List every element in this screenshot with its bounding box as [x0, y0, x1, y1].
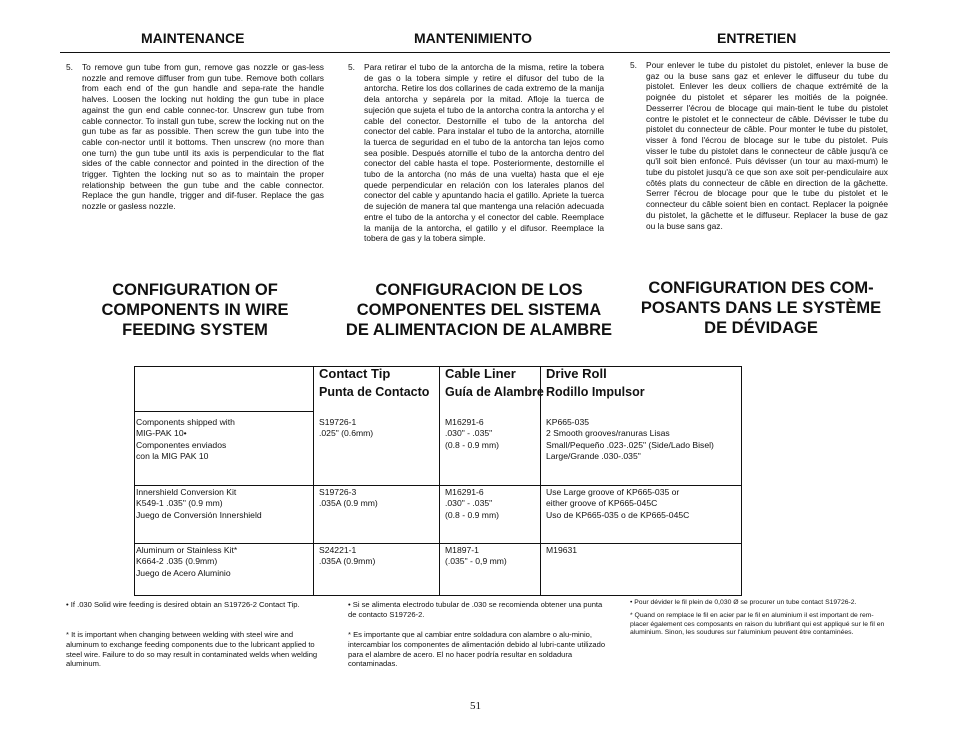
footnote-en-1: • If .030 Solid wire feeding is desired obtain an S19726-2 Contact Tip. — [66, 600, 300, 609]
step-number: 5. — [66, 62, 73, 72]
section-title-es: CONFIGURACION DE LOS COMPONENTES DEL SISTEMA DE ALIMENTACION DE ALAMBRE — [345, 281, 613, 339]
section-title-fr: CONFIGURATION DES COM-POSANTS DANS LE SYSTÈME DE DÉVIDAGE — [640, 279, 882, 337]
col-header-drive-roll: Drive Roll Rodillo Impulsor — [546, 366, 645, 399]
header-rule — [60, 52, 890, 53]
footnote-en-2: * It is important when changing between welding with steel wire and aluminum to exchange feeding components due to the lubricant applied to steel wire. Failure to do so may result in contaminated welds when welding aluminum. — [66, 630, 318, 669]
row3-desc: Aluminum or Stainless Kit* K664-2 .035 (0.9mm) Juego de Acero Aluminio — [136, 545, 238, 578]
col-header-cable-liner: Cable Liner Guía de Alambre — [445, 366, 544, 399]
row1-roll: KP665-035 2 Smooth grooves/ranuras Lisas Small/Pequeño .023-.025" (Side/Lado Bisel) Large/Grande .030-.035" — [546, 417, 714, 462]
header-mantenimiento: MANTENIMIENTO — [414, 30, 532, 46]
row3-roll: M19631 — [546, 545, 578, 555]
row2-desc: Innershield Conversion Kit K549-1 .035" (0.9 mm) Juego de Conversión Innershield — [136, 487, 262, 520]
row1-liner: M16291-6 .030" - .035" (0.8 - 0.9 mm) — [445, 417, 499, 450]
row2-roll: Use Large groove of KP665-035 or either groove of KP665-045C Uso de KP665-035 o de KP665-045C — [546, 487, 690, 520]
section-title-en: CONFIGURATION OF COMPONENTS IN WIRE FEEDING SYSTEM — [101, 281, 289, 339]
header-entretien: ENTRETIEN — [717, 30, 797, 46]
row2-tip: S19726-3 .035A (0.9 mm) — [319, 487, 378, 509]
col-header-contact-tip: Contact Tip Punta de Contacto — [319, 366, 430, 399]
step-number: 5. — [630, 60, 637, 70]
page-number: 51 — [470, 700, 481, 712]
row1-tip: S19726-1 .025" (0.6mm) — [319, 417, 374, 439]
step-number: 5. — [348, 62, 355, 72]
row2-liner: M16291-6 .030" - .035" (0.8 - 0.9 mm) — [445, 487, 499, 520]
components-table — [134, 366, 742, 596]
footnote-es-2: * Es importante que al cambiar entre soldadura con alambre o alu-minio, intercambiar los componentes de alimentación debido al lubri-cante utilizado para el alambre de acero. El no hacer podría resultar en soldadura contaminadas. — [348, 630, 606, 669]
step-fr — [630, 60, 888, 231]
step-text: Para retirar el tubo de la antorcha de la misma, retire la tobera de gas o la tobera simple y retire el difusor del tubo de la antorcha. Retire los dos collarines de cada extremo de la manija dela antorcha y sepárela por la mitad. Afloje la tuerca de sujeción que sujeta el tubo de la antorcha contra la antorcha y el cable del conector. Destornille el tubo de la antorcha del conector del cable. Para instalar el tubo de la antorcha, atornille la tuerca de seguridad en el tubo de la antorcha tan lejos como sea posible. Después atornille el tubo de la antorcha dentro del conector del cable hasta el tope. Posteriormente, destornille el tubo de la antorcha (no más de una vuelta) hasta que el eje quede perpendicular en relación con los laterales planos del conector del cable y apuntando hacia el gatillo. Apriete la tuerca de sujeción de manera tal que mantenga una relación adecuada entre el tubo de la antorcha y el conector del cable. Reemplace la manija de la antorcha, el gatillo y el difusor. Reemplace la tobera de gas y la tobera simple. — [364, 62, 604, 244]
step-es — [348, 62, 604, 244]
header-maintenance: MAINTENANCE — [141, 30, 245, 46]
step-en — [66, 62, 324, 212]
row3-tip: S24221-1 .035A (0.9mm) — [319, 545, 376, 567]
footnote-fr-1: • Pour dévider le fil plein de 0,030 Ø se procurer un tube contact S19726-2. — [630, 599, 857, 606]
step-text: Pour enlever le tube du pistolet du pistolet, enlever la buse de gaz ou la buse sans gaz et enlever le diffuseur du tube du pistolet. Enlever les deux colliers de chaque extrémité de la poignée du pistolet et séparer les moitiés de la poignée. Desserrer l'écrou de blocage qui main-tient le tube du pistolet contre le pistolet et le connecteur de câble. Dévisser le tube du pistolet du connecteur de câble. Pour monter le tube du pistolet, visser à fond l'écrou de blocage sur le tube du pistolet. Puis visser le tube du pistolet dans le connecteur de câble jusqu'à ce qu'il soit bien enfoncé. Puis dévisser (un tour au maxi-mum) le tube du pistolet jusqu'à ce que son axe soit per-pendiculaire aux côtés plats du connecteur de câble en direction de la gâchette. Serrer l'écrou de blocage pour que le tube du pistolet et le connecteur du câble soient bien en contact. Replacer la poignée du pistolet, la gâchette et le diffuseur. Replacer la buse de gaz ou la buse sans gaz. — [646, 60, 888, 231]
row3-liner: M1897-1 (.035" - 0,9 mm) — [445, 545, 507, 567]
step-text: To remove gun tube from gun, remove gas nozzle or gas-less nozzle and remove diffuser from gun tube. Remove both collars from each end of the gun handle and sepa-rate the handle halves. Loosen the locking nut holding the gun tube in place against the gun end cable connec-tor. Unscrew gun tube from cable connector. To install gun tube, screw the locking nut on the gun tube as far as possible. Then screw the gun tube into the cable con-nector until it bottoms. Then unscrew (no more than one turn) the gun tube until its axis is perpendicular to the flat sides of the cable connector and pointed in the direction of the trigger. Tighten the locking nut so as to maintain the proper relationship between the gun tube and the cable connector. Replace the gun handle, trigger and dif-fuser. Replace the gas nozzle or gasless nozzle. — [82, 62, 324, 212]
row1-desc: Components shipped with MIG-PAK 10• Componentes enviados con la MIG PAK 10 — [136, 417, 235, 462]
footnote-fr-2: * Quand on remplace le fil en acier par le fil en aluminium il est important de rem-placer également ces composants en raison du lubrifiant qui est appliqué sur le fil en aluminium. Sinon, les soudures sur l'aluminium peuvent être contaminées. — [630, 612, 885, 637]
footnote-es-1: • Si se alimenta electrodo tubular de .030 se recomienda obtener una punta de contacto S19726-2. — [348, 600, 603, 619]
